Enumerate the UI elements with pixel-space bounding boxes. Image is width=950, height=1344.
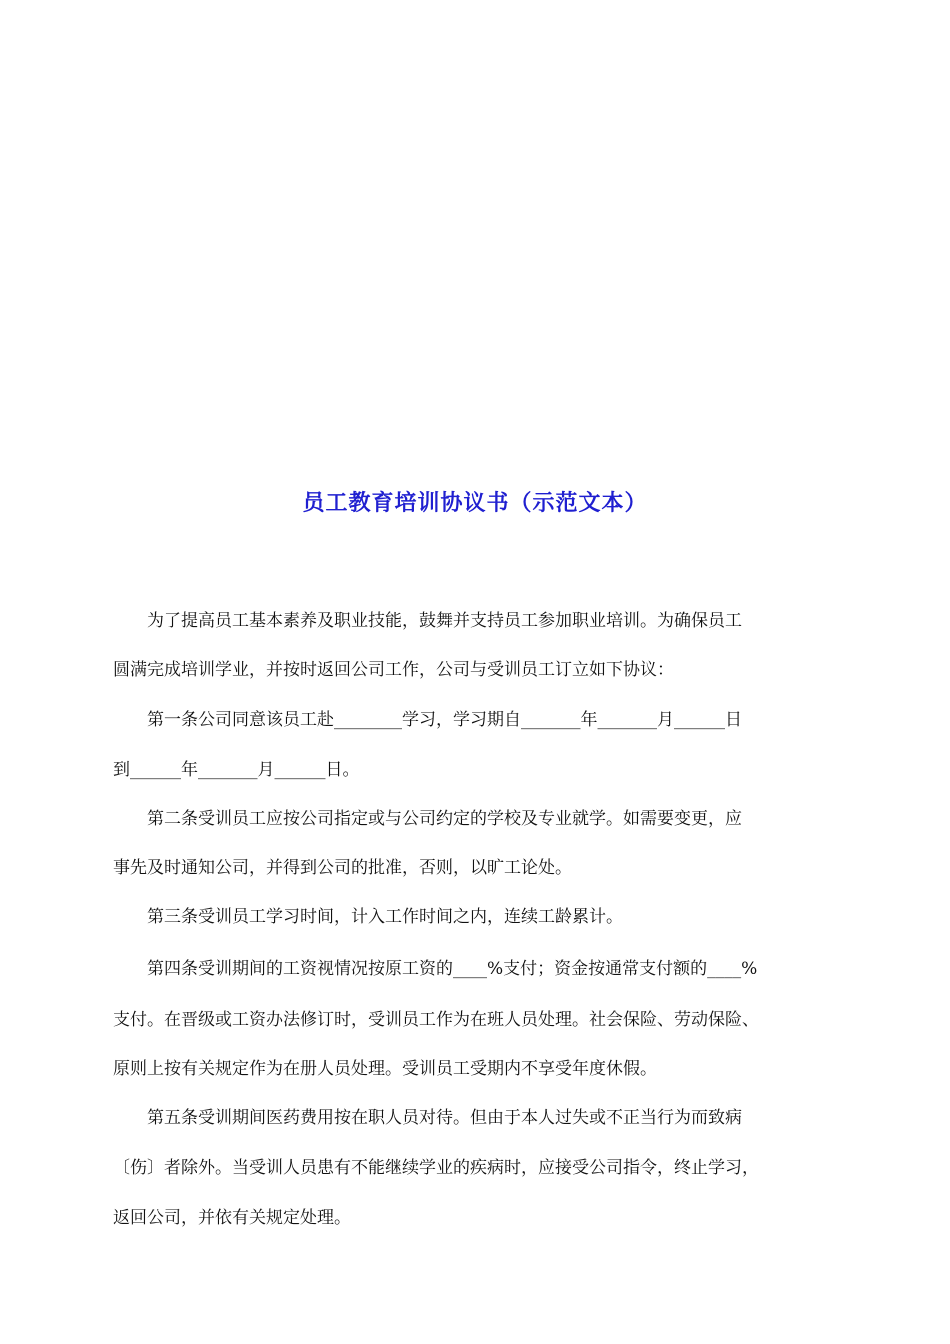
body-line: 支付。在晋级或工资办法修订时，受训员工作为在班人员处理。社会保险、劳动保险、 — [113, 1010, 759, 1030]
body-line: 返回公司，并依有关规定处理。 — [113, 1208, 351, 1228]
body-line: 到______年_______月______日。 — [113, 760, 360, 780]
document-title: 员工教育培训协议书（示范文本） — [302, 490, 648, 516]
body-line: 为了提高员工基本素养及职业技能，鼓舞并支持员工参加职业培训。为确保员工 — [113, 611, 742, 631]
body-line: 第二条受训员工应按公司指定或与公司约定的学校及专业就学。如需要变更，应 — [113, 809, 742, 829]
body-line: 〔伤〕者除外。当受训人员患有不能继续学业的疾病时，应接受公司指令，终止学习， — [113, 1158, 759, 1178]
body-line: 第四条受训期间的工资视情况按原工资的____%支付；资金按通常支付额的____% — [113, 959, 758, 979]
body-line: 圆满完成培训学业，并按时返回公司工作，公司与受训员工订立如下协议： — [113, 660, 674, 680]
body-line: 第三条受训员工学习时间，计入工作时间之内，连续工龄累计。 — [113, 907, 623, 927]
body-line: 事先及时通知公司，并得到公司的批准，否则，以旷工论处。 — [113, 858, 572, 878]
body-line: 第一条公司同意该员工赴________学习，学习期自_______年_______月______日 — [113, 710, 742, 730]
body-line: 第五条受训期间医药费用按在职人员对待。但由于本人过失或不正当行为而致病 — [113, 1108, 742, 1128]
body-line: 原则上按有关规定作为在册人员处理。受训员工受期内不享受年度休假。 — [113, 1059, 657, 1079]
